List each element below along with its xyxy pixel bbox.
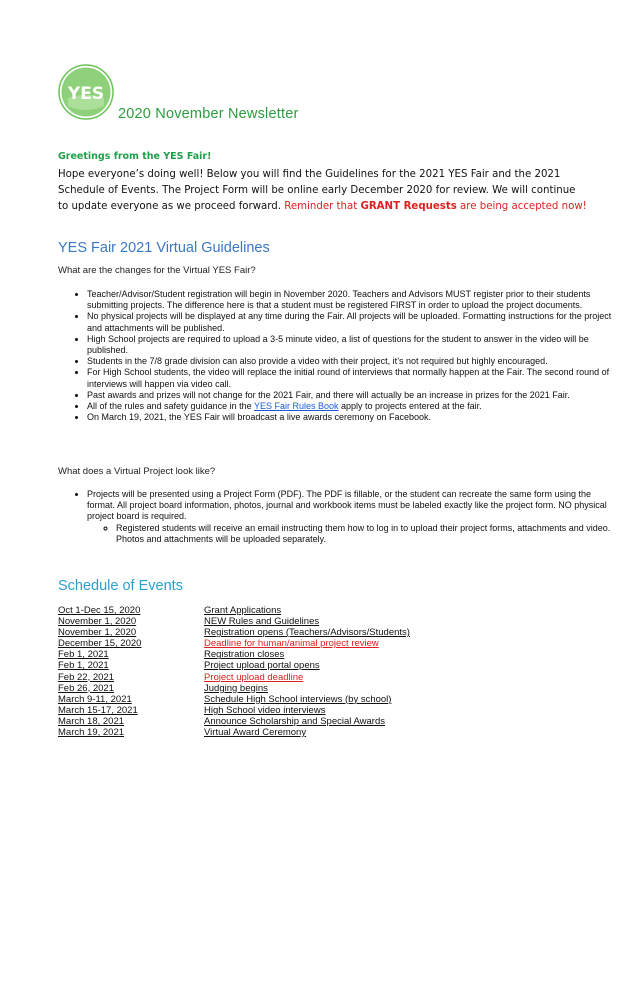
rules-book-link[interactable]: YES Fair Rules Book bbox=[253, 401, 339, 412]
schedule-event: Judging begins bbox=[204, 682, 268, 694]
table-row bbox=[58, 705, 410, 716]
schedule-event: Registration opens (Teachers/Advisors/Students) bbox=[204, 627, 410, 639]
logo-text: YES bbox=[67, 84, 105, 104]
list-item bbox=[87, 401, 617, 412]
table-row bbox=[58, 716, 410, 727]
list-item: • High School projects are required to upload a 3-5 minute video, a list of questions for the student to answer in the video will be published. bbox=[87, 334, 617, 356]
schedule-date: March 15-17, 2021 bbox=[58, 704, 138, 716]
schedule-event: Virtual Award Ceremony bbox=[204, 727, 307, 739]
intro-text: Hope everyone’s doing well! Below you will find the Guidelines for the 2021 YES Fair and the 2021 Schedule of Events. The Project Form will be online early December 2020 for review. We will continue to update everyone as we proceed forward. bbox=[58, 169, 576, 212]
table-row bbox=[58, 694, 410, 705]
schedule-date: Feb 1, 2021 bbox=[58, 660, 109, 672]
table-row bbox=[58, 605, 410, 616]
schedule-date: Feb 26, 2021 bbox=[58, 682, 114, 694]
schedule-table bbox=[58, 605, 410, 738]
schedule-event-deadline: Deadline for human/animal project review bbox=[204, 638, 379, 650]
list-item bbox=[87, 489, 617, 545]
schedule-heading: Schedule of Events bbox=[58, 578, 183, 594]
virtual-project-question: What does a Virtual Project look like? bbox=[58, 466, 216, 477]
table-row bbox=[58, 683, 410, 694]
schedule-event: Announce Scholarship and Special Awards bbox=[204, 715, 385, 727]
schedule-event: High School video interviews bbox=[204, 704, 326, 716]
changes-question: What are the changes for the Virtual YES Fair? bbox=[58, 265, 256, 276]
rules-text-tail: apply to projects entered at the fair. bbox=[341, 401, 482, 412]
guidelines-heading: YES Fair 2021 Virtual Guidelines bbox=[58, 240, 270, 256]
greeting-heading: Greetings from the YES Fair! bbox=[58, 151, 212, 162]
rules-text: All of the rules and safety guidance in the bbox=[87, 401, 252, 412]
sub-list-item: ◦ Registered students will receive an email instructing them how to log in to upload their project forms, attachments and video. Photos and attachments will be uploaded separately. bbox=[116, 523, 617, 545]
table-row bbox=[58, 672, 410, 683]
yes-fair-logo bbox=[58, 64, 114, 120]
table-row bbox=[58, 660, 410, 671]
grant-requests-text: GRANT Requests bbox=[360, 201, 457, 212]
table-row bbox=[58, 638, 410, 649]
list-item: • Teacher/Advisor/Student registration will begin in November 2020. Teachers and Advisors MUST register prior to their students submitting projects. The difference here is that a student must be registered FIRST in order to upload the project documents. bbox=[87, 289, 617, 311]
schedule-date: March 19, 2021 bbox=[58, 727, 125, 739]
list-item: • No physical projects will be displayed at any time during the Fair. All projects will be uploaded. Formatting instructions for the project and attachments will be published. bbox=[87, 311, 617, 333]
schedule-date: Feb 1, 2021 bbox=[58, 649, 109, 661]
list-item: • Students in the 7/8 grade division can also provide a video with their project, it’s not required but highly encouraged. bbox=[87, 356, 617, 367]
schedule-event: Grant Applications bbox=[204, 605, 282, 616]
table-row bbox=[58, 727, 410, 738]
greeting-intro bbox=[58, 167, 588, 215]
table-row bbox=[58, 627, 410, 638]
table-row bbox=[58, 616, 410, 627]
table-row bbox=[58, 649, 410, 660]
reminder-text: Reminder that bbox=[284, 201, 358, 212]
list-item: • Past awards and prizes will not change for the 2021 Fair, and there will actually be an increase in prizes for the 2021 Fair. bbox=[87, 390, 617, 401]
schedule-event: Project upload portal opens bbox=[204, 660, 320, 672]
schedule-date: Feb 22, 2021 bbox=[58, 671, 114, 683]
schedule-event-deadline: Project upload deadline bbox=[204, 671, 304, 683]
schedule-date: Oct 1-Dec 15, 2020 bbox=[58, 605, 141, 616]
schedule-date: March 9-11, 2021 bbox=[58, 693, 132, 705]
schedule-date: March 18, 2021 bbox=[58, 715, 125, 727]
schedule-date: December 15, 2020 bbox=[58, 638, 142, 650]
changes-list bbox=[58, 289, 617, 423]
schedule-event: NEW Rules and Guidelines bbox=[204, 616, 320, 628]
schedule-event: Registration closes bbox=[204, 649, 285, 661]
reminder-tail-text: are being accepted now! bbox=[460, 201, 587, 212]
list-item: • For High School students, the video will replace the initial round of interviews that normally happen at the Fair. The second round of interviews will happen via video call. bbox=[87, 367, 617, 389]
sub-list bbox=[87, 523, 617, 545]
virtual-project-list bbox=[58, 489, 617, 545]
list-item: • On March 19, 2021, the YES Fair will broadcast a live awards ceremony on Facebook. bbox=[87, 412, 617, 423]
schedule-date: November 1, 2020 bbox=[58, 627, 137, 639]
schedule-event: Schedule High School interviews (by school) bbox=[204, 693, 392, 705]
schedule-date: November 1, 2020 bbox=[58, 616, 137, 628]
project-form-text: Projects will be presented using a Project Form (PDF). The PDF is fillable, or the student can recreate the same form using the format. All project board information, photos, journal and workbook items must be labeled exactly like the project form. NO physical project board is required. bbox=[87, 489, 607, 522]
newsletter-title: 2020 November Newsletter bbox=[118, 106, 299, 122]
